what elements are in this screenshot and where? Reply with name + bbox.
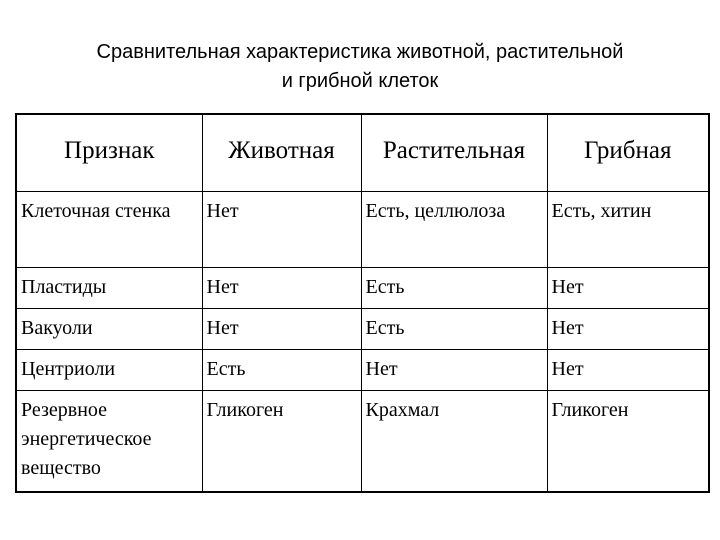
- cell-plant: Есть: [361, 268, 547, 309]
- row-feature: Резервное энергетическое вещество: [16, 391, 202, 493]
- table-row: [16, 350, 709, 391]
- comparison-table: [15, 113, 710, 493]
- cell-animal: Нет: [202, 268, 361, 309]
- row-feature: Центриоли: [16, 350, 202, 391]
- cell-animal: Есть: [202, 350, 361, 391]
- cell-plant: Крахмал: [361, 391, 547, 493]
- table-row: [16, 268, 709, 309]
- header-feature: Признак: [16, 114, 202, 192]
- table-row: [16, 391, 709, 493]
- cell-plant: Нет: [361, 350, 547, 391]
- header-plant: Растительная: [361, 114, 547, 192]
- cell-animal: Гликоген: [202, 391, 361, 493]
- header-fungal: Грибная: [547, 114, 709, 192]
- page-title: [0, 38, 720, 96]
- row-feature: Вакуоли: [16, 309, 202, 350]
- cell-fungal: Нет: [547, 309, 709, 350]
- cell-animal: Нет: [202, 309, 361, 350]
- cell-fungal: Нет: [547, 350, 709, 391]
- cell-fungal: Нет: [547, 268, 709, 309]
- row-feature: Пластиды: [16, 268, 202, 309]
- table-header-row: [16, 114, 709, 192]
- table-row: [16, 309, 709, 350]
- title-line-1: Сравнительная характеристика животной, растительной: [96, 41, 624, 63]
- cell-fungal: Гликоген: [547, 391, 709, 493]
- row-feature: Клеточная стенка: [16, 192, 202, 268]
- cell-plant: Есть, целлюлоза: [361, 192, 547, 268]
- table-row: [16, 192, 709, 268]
- cell-animal: Нет: [202, 192, 361, 268]
- header-animal: Животная: [202, 114, 361, 192]
- cell-plant: Есть: [361, 309, 547, 350]
- title-line-2: и грибной клеток: [281, 70, 439, 92]
- cell-fungal: Есть, хитин: [547, 192, 709, 268]
